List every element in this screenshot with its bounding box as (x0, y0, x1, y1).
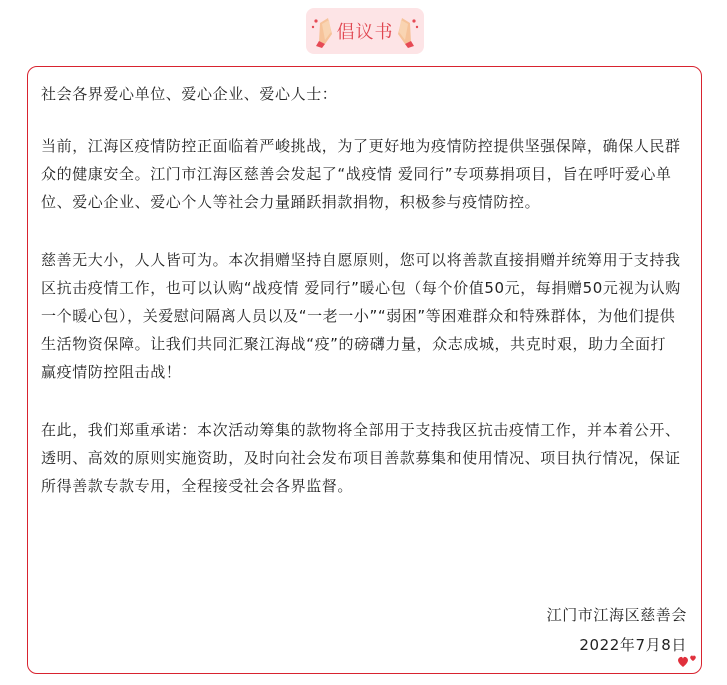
paragraph: 慈善无大小，人人皆可为。本次捐赠坚持自愿原则，您可以将善款直接捐赠并统筹用于支持我区抗击疫情工作，也可以认购“战疫情 爱同行”暖心包（每个价值50元，每捐赠50元视为认购一个暖心包），关爱慰问隔离人员以及“一老一小”“弱困”等困难群众和特殊群体，为他们提供生活物资保障。让我们共同汇聚江海战“疫”的磅礴力量，众志成城，共克时艰，助力全面打赢疫情防控阻击战！ (41, 251, 681, 381)
salutation: 社会各界爱心单位、爱心企业、爱心人士： (41, 85, 338, 103)
title-badge (306, 8, 424, 54)
hearts-icon (676, 652, 698, 670)
praying-hands-icon (392, 14, 420, 48)
praying-hands-icon (310, 14, 338, 48)
date: 2022年7月8日 (579, 636, 687, 654)
paragraph: 在此，我们郑重承诺：本次活动筹集的款物将全部用于支持我区抗击疫情工作，并本着公开、透明、高效的原则实施资助，及时向社会发布项目善款募集和使用情况、项目执行情况，保证所得善款专款专用，全程接受社会各界监督。 (41, 421, 681, 495)
letter-body (41, 80, 681, 500)
paragraph: 当前，江海区疫情防控正面临着严峻挑战，为了更好地为疫情防控提供坚强保障，确保人民群众的健康安全。江门市江海区慈善会发起了“战疫情 爱同行”专项募捐项目，旨在呼吁爱心单位、爱心企业、爱心个人等社会力量踊跃捐款捐物，积极参与疫情防控。 (41, 137, 681, 211)
page-title: 倡议书 (336, 22, 394, 43)
signature: 江门市江海区慈善会 (546, 606, 687, 624)
